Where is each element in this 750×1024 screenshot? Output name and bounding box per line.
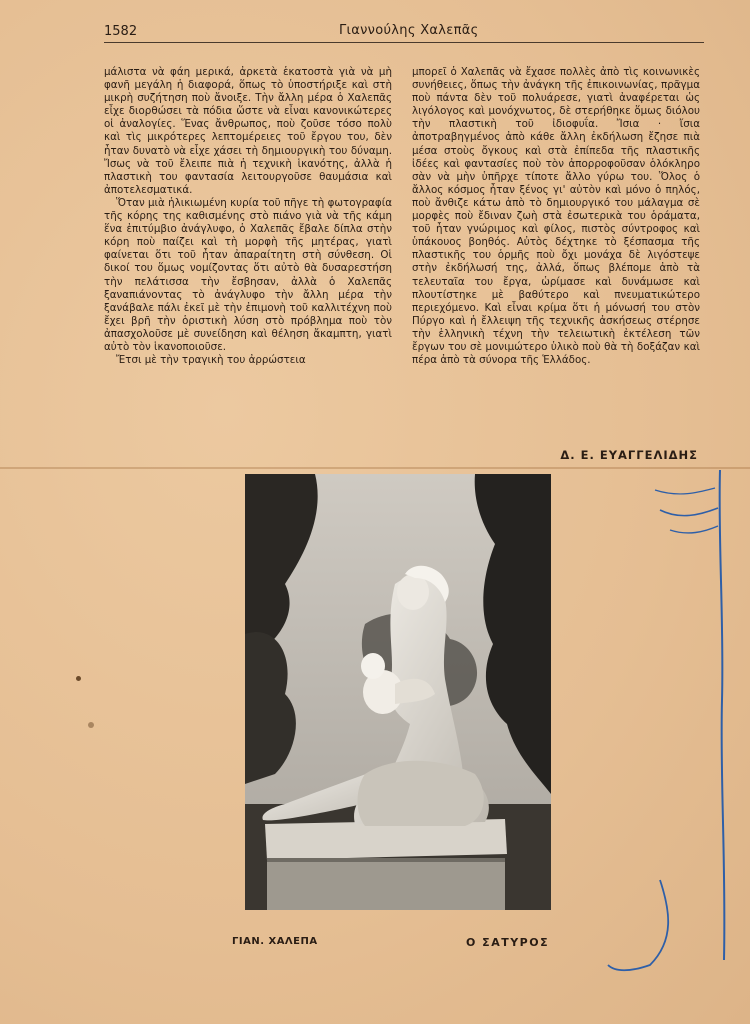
satyr-statue-image bbox=[245, 474, 551, 910]
left-column bbox=[104, 66, 392, 367]
figure-caption-artist: ΓΙΑΝ. ΧΑΛΕΠΑ bbox=[232, 936, 318, 947]
paragraph: μάλιστα νὰ φάη μερικά, ἀρκετὰ ἑκατοστὰ γιὰ νὰ μὴ φανῆ μεγάλη ἡ διαφορά, ὅπως τὸ ὑποστήριξε καὶ στὴ μικρὴ συζήτηση ποὺ ἄνοιξε. Τὴν ἄλλη μέρα ὁ Χαλεπᾶς εἶχε διορθώσει τὰ πόδια ὥστε νὰ εἶναι κανονικώτερες οἱ ἀναλογίες. Ἕνας ἄνθρωπος, ποὺ ζοῦσε τόσο πολὺ καὶ τὶς μικρότερες λεπτομέρειες τοῦ ἔργου του, δὲν ἦταν δυνατὸ νὰ εἶχε χάσει τὴ δημιουργικὴ του δύναμη. Ἴσως νὰ τοῦ ἔλειπε πιὰ ἡ τεχνικὴ ἱκανότης, ἀλλὰ ἡ πλαστικὴ του φαντασία λειτουργοῦσε θαυμάσια καὶ ἀποτελεσματικά. bbox=[104, 66, 392, 196]
paragraph: Ὅταν μιὰ ἡλικιωμένη κυρία τοῦ πῆγε τὴ φωτογραφία τῆς κόρης της καθισμένης στὸ πιάνο γιὰ νὰ τῆς κάμη ἕνα ἐπιτύμβιο ἀνάγλυφο, ὁ Χαλεπᾶς ἔβαλε δίπλα στὴν κόρη ποὺ παίζει καὶ τὴ μορφὴ τῆς μητέρας, γιατὶ φαίνεται ὅτι τοῦ ἦταν ἀπαραίτητη στὴ σύνθεση. Οἱ δικοί του ὅμως νομίζοντας ὅτι αὐτὸ θὰ δυσαρεστήση τὴν πελάτισσα τὴν ἔσβησαν, ἀλλὰ ὁ Χαλεπᾶς ξαναπιάνοντας τὸ ἀνάγλυφο τὴν ἄλλη μέρα τὴν ξανάβαλε πάλι ἐκεῖ μὲ τὴν ἐπιμονὴ τοῦ καλλιτέχνη ποὺ ἔχει βρῆ τὴν ὁριστικὴ λύση στὸ πρόβλημα ποὺ τὸν ἀπασχολοῦσε μὲ συνείδηση καὶ θέληση ἄκαμπτη, γιατὶ αὐτὸ τὸν ἱκανοποιοῦσε. bbox=[104, 196, 392, 353]
running-title: Γιαννούλης Χαλεπᾶς bbox=[339, 23, 479, 38]
page-header bbox=[104, 22, 704, 43]
right-column bbox=[412, 66, 700, 367]
paragraph: μπορεῖ ὁ Χαλεπᾶς νὰ ἔχασε πολλὲς ἀπὸ τὶς κοινωνικὲς συνήθειες, ὅπως τὴν ἀνάγκη τῆς ἐπικοινωνίας, πρᾶγμα ποὺ πάντα δὲν τοῦ πολυάρεσε, γιατὶ ἀναφέρεται ὡς λιγόλογος καὶ μονόχνωτος, δὲ στερήθηκε ὅμως διόλου τὴν πλαστικὴ τοῦ ἰδιοφυΐα. Ἴσια · ἴσια ἀποτραβηγμένος ἀπὸ κάθε ἄλλη ἐκδήλωση ἔζησε πιὰ μέσα στοὺς ὄγκους καὶ στὰ ἐπίπεδα τῆς πλαστικῆς ἰδέες καὶ φαντασίες ποὺ τὸν ἀπορροφοῦσαν ὁλόκληρο σὰν νὰ μὴν ὑπῆρχε τίποτε ἄλλο γύρω του. Ὅλος ὁ ἄλλος κόσμος ἦταν ξένος γι' αὐτὸν καὶ μόνο ὁ πηλός, ποὺ ἄνθιζε κάτω ἀπὸ τὸ δημιουργικό του μάλαγμα σὲ μορφὲς ποὺ ἔδιναν ζωὴ στὰ ἐσωτερικὰ του ὁράματα, τοῦ ἦταν γνώριμος καὶ φίλος, πιστὸς σύντροφος καὶ ὑπάκουος βοηθός. Αὐτὸς δέχτηκε τὸ ξέσπασμα τῆς πλαστικῆς του ὁρμῆς ποὺ ὄχι μονάχα δὲ λιγόστεψε στὴν ἐκδήλωσή της, ἀλλά, ὅπως βλέπομε ἀπὸ τὰ τελευταῖα του ἔργα, ὡρίμασε καὶ δυνάμωσε καὶ πλουτίστηκε μὲ βαθύτερο καὶ πνευματικώτερο περιεχόμενο. Καὶ εἶναι κρίμα ὅτι ἡ μόνωσή του στὸν Πύργο καὶ ἡ ἔλλειψη τῆς τεχνικῆς ἀσκήσεως στέρησε τὴν ἑλληνικὴ τέχνη τὴν τελειωτικὴ ἐκτέλεση τῶν ἔργων του σὲ μονιμώτερο ὑλικὸ ποὺ θὰ τὴ δοξάζαν καὶ πέρα ἀπὸ τὰ σύνορα τῆς Ἑλλάδος. bbox=[412, 66, 700, 367]
pen-mark-decoration bbox=[600, 460, 750, 980]
figure-caption-title: Ο ΣΑΤΥΡΟΣ bbox=[466, 936, 550, 949]
stain-spot bbox=[88, 722, 94, 728]
paragraph: Ἔτσι μὲ τὴν τραγικὴ του ἀρρώστεια bbox=[116, 354, 306, 367]
stain-spot bbox=[76, 676, 81, 681]
page-number: 1582 bbox=[104, 24, 138, 39]
statue-photograph bbox=[245, 474, 551, 910]
author-signature: Δ. Ε. ΕΥΑΓΓΕΛΙΔΗΣ bbox=[560, 448, 698, 462]
